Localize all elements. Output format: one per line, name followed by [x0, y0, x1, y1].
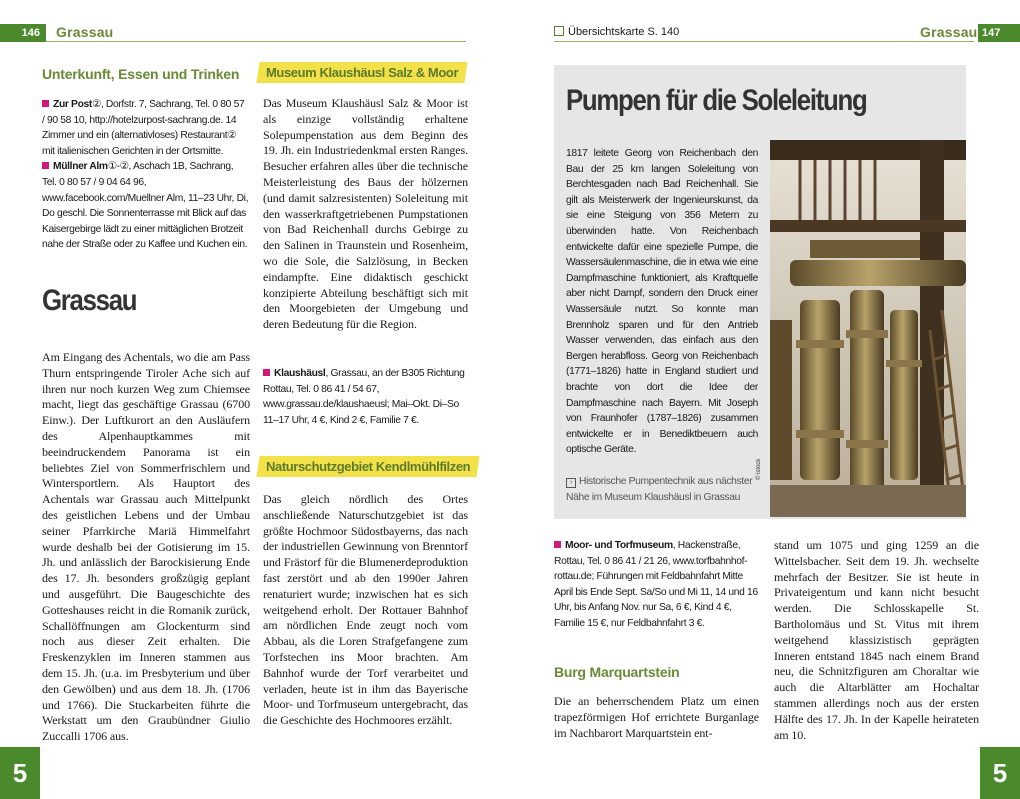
box-text: 1817 leitete Georg von Reichenbach den Bau der 25 km langen Soleleitung von Berchtesgaden nach Bad Reichenhall. Sie gilt als Meisterwerk der Ingenieurskunst, da sie eine Steigung von 356 Metern zu überwinden hatte. Von Reichenbach entwickelte dafür eine spezielle Pumpe, die Wassersäulenmaschine, die in etwa wie eine Dampfmaschine funktioniert, als Kraftquelle aber nicht Dampf, sondern den Druck einer Wassersäule nutzt. So konnte man Brennholz sparen und für den Antrieb Wasser verwenden, das einfach aus den Bergen herabfloss. Georg von Reichenbach (1771–1826) hatte in England studiert und brachte von dort die Idee der Dampfmaschine nach Bayern. Mit Joseph von Fraunhofer (1787–1826) zusammen entwickelte er in Benediktbeuern auch optische Geräte. [566, 148, 758, 456]
overview-ref-text: Übersichtskarte S. 140 [568, 26, 680, 38]
museum-info-name: Klaushäusl [274, 368, 326, 379]
burg-body-text: Die an beherrschendem Platz um einen trapezförmigen Hof errichtete Burganlage im Nachbarort Marquartstein ent- [554, 694, 759, 740]
caption-text: Historische Pumpentechnik aus nächster Nähe im Museum Klaushäusl in Grassau [566, 476, 753, 503]
nature-highlight-heading [257, 456, 480, 477]
pump-machine-illustration [770, 140, 966, 517]
entry-zur-post [42, 97, 249, 159]
nature-body-text: Das gleich nördlich des Ortes anschließende Naturschutzgebiet ist das größte Hochmoor Südostbayerns, das nach der industriellen Gewinnung von Brenntorf und Frästorf für die Blumenerdeproduktion fast zerstört und ab den 1990er Jahren renaturiert wurde; inzwischen hat es sich weitgehend erholt. Der Rottauer Bahnhof am nördlichen Ende zeugt noch vom Abbau, als die Loren Strafgefangene zum Torfstechen ins Moor brachten. Am Bahnhof wurde der Torf verarbeitet und verladen, heute ist in ihm das Bayerische Moor- und Torfmuseum untergebracht, das die Geschichte des Hochmoores erzählt. [263, 492, 468, 728]
photo-credit: © istock [756, 458, 762, 480]
box-title: Pumpen für die Soleleitung [566, 84, 867, 117]
museum-body-text: Das Museum Klaushäusl Salz & Moor ist als einzige vollständig erhaltene Solepumpenstation aus dem Beginn des 19. Jh. ein Industriedenkmal ersten Ranges. Besucher erfahren alles über die technische Meisterleistung des Baus der hölzernen (und damit salzresistenten) Soleleitung mit den wasserkraftgetriebenen Pumpstationen von Bad Reichenhall durchs Gebirge zu den Salinen in Traunstein und Rosenheim, wo die Sole, die Salzlösung, in Becken eindampfte. Eine didaktisch geschickt konzipierte Abteilung beschäftigt sich mit den Moorgebieten der Umgebung und deren Bedeutung für die Region. [263, 96, 468, 332]
entry1-name: Zur Post [53, 99, 92, 110]
bullet-icon [263, 369, 270, 376]
grassau-body-text: Am Eingang des Achentals, wo die am Pass Thurn entspringende Tiroler Ache sich auf ihren nur noch kurzen Weg zum Chiemsee macht, liegt das geschäftige Grassau (6700 Einw.). Der Luftkurort an den Ausläufern des Alpenhauptkammes mit beeindruckendem Panorama ist ein beliebtes Ziel von Sommerfrischlern und Wintersportlern. Als Hauptort des Achentals war Grassau auch Mittelpunkt des geistlichen Lebens und der Umbau seiner Pfarrkirche Mariä Himmelfahrt wurde deshalb bei der Gotisierung im 15. Jh. und anlässlich der Barockisierung Ende des 17. Jh. besonders großzügig geplant und ausgeführt. Die Baugeschichte des Gotteshauses reicht in die Romanik zurück, Schallöffnungen am Glockenturm sind noch aus dieser Zeit erhalten. Die Freskenzyklen im Inneren stammen aus dem 15. Jh. (u.a. im Presbyterium und über den Gewölben) und aus dem 18. Jh. (1706 und 1766). Die Stuckarbeiten führte die Werkstatt um den Graubündner Giulio Zuccalli 1706 aus. [42, 350, 250, 744]
torfmuseum-text: , Hackenstraße, Rottau, Tel. 0 86 41 / 21 26, www.torfbahnhof-rottau.de; Führungen mit Feldbahnfahrt Mitte April bis Ende Sept. Sa/So und Mi 11, 14 und 16 Uhr, bis Anfang Nov. nur Sa, 6 €, Kind 4 €, Familie 15 €, nur Feldbahnfahrt 3 €. [554, 540, 758, 629]
right-col2-body: stand um 1075 und ging 1259 an die Wittelsbacher. Seit dem 19. Jh. wechselte mehrfach der Besitzer. Sie ist heute in Privateigentum und kann nicht besucht werden. Die Schlosskapelle St. Bartholomäus und St. Vitus mit ihrem weitgehend klassizistisch geprägten Inneren entstand 1845 nach einem Brand neu, die Schnitzfiguren am Choraltar wie auch die Altarblätter am Hochaltar stammen allerdings noch aus der ersten Hälfte des 17. Jh. In der Kapelle heirateten am 10. [774, 538, 979, 742]
entry-muellner-alm [42, 159, 249, 253]
museum-highlight-heading [257, 62, 468, 83]
museum-info [263, 366, 468, 428]
right-chapter-tab: 5 [980, 747, 1020, 799]
entry2-text: ①-②, Aschach 1B, Sachrang, Tel. 0 80 57 / 9 04 64 96, www.facebook.com/Muellner Alm, 11–23 Uhr, Di, Do geschl. Die Sonnenterrasse mit Blick auf das Kaisergebirge lädt zu einer mittäglichen Brotzeit nahe der Straße oder zu Kaffee und Kuchen ein. [42, 161, 249, 251]
left-chapter-tab: 5 [0, 747, 40, 799]
right-header-rule [554, 41, 974, 42]
checkbox-square-icon [554, 26, 564, 36]
photo-caption [566, 474, 760, 505]
museum-heading-text: Museum Klaushäusl Salz & Moor [266, 65, 459, 80]
overview-reference [554, 26, 679, 38]
left-page-number: 146 [0, 24, 46, 42]
burg-heading: Burg Marquartstein [554, 664, 680, 680]
museum-info-text: , Grassau, an der B305 Richtung Rottau, Tel. 0 86 41 / 54 67, www.grassau.de/klaushaeusl; Mai–Okt. Di–So 11–17 Uhr, 4 €, Kind 2 €, Familie 7 €. [263, 368, 465, 426]
left-running-title: Grassau [56, 24, 114, 40]
left-header-rule [46, 41, 466, 42]
torfmuseum-name: Moor- und Torfmuseum [565, 540, 673, 551]
torfmuseum-info [554, 538, 759, 632]
right-page-number: 147 [978, 24, 1020, 42]
entry1-text: ②, Dorfstr. 7, Sachrang, Tel. 0 80 57 / 90 58 10, http://hotelzurpost-sachrang.de. 14 Zimmer und ein (alternativloses) Restaurant② mit italienischen Gerichten in der Ortsmitte. [42, 99, 245, 157]
pump-photo [770, 140, 966, 517]
entry2-name: Müllner Alm [53, 161, 108, 173]
bullet-icon [42, 100, 49, 107]
accommodation-entries [42, 97, 249, 253]
nature-heading-text: Naturschutzgebiet Kendlmühlfilzen [266, 459, 471, 474]
accommodation-heading: Unterkunft, Essen und Trinken [42, 66, 240, 82]
arrow-box-icon: › [566, 478, 576, 488]
right-running-title: Grassau [920, 24, 978, 40]
bullet-icon [42, 162, 49, 169]
section-title-grassau: Grassau [42, 284, 137, 317]
bullet-icon [554, 541, 561, 548]
